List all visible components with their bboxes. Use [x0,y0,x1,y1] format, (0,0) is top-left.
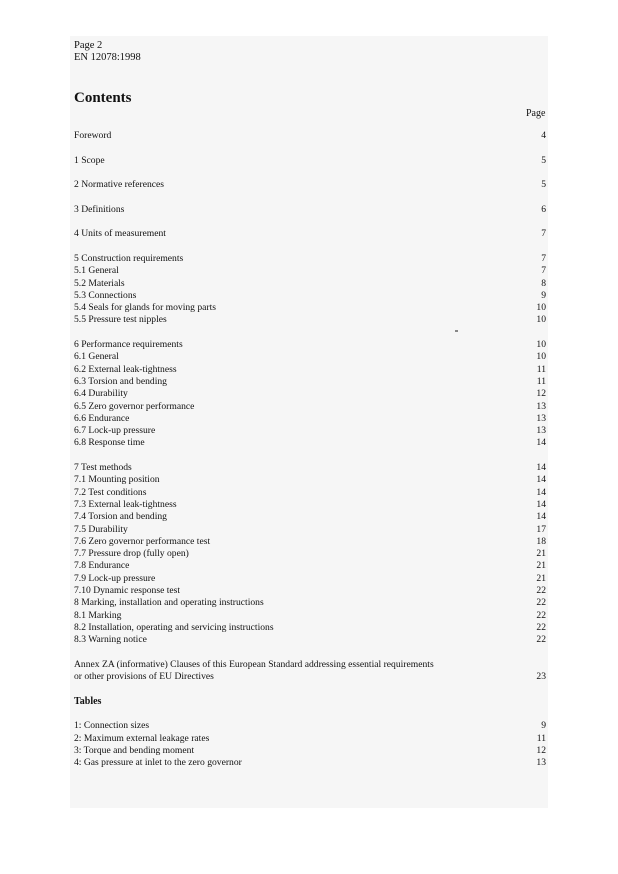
toc-entry[interactable]: 6.7 Lock-up pressure 13 [74,425,546,437]
standard-code: EN 12078:1998 [74,52,141,63]
toc-entry-annex[interactable]: Annex ZA (informative) Clauses of this European Standard addressing essential requirements or other provisions of EU Directives 23 [74,658,546,683]
page-title: Contents [74,90,132,106]
tables-heading: Tables [74,695,102,707]
toc-entry[interactable]: 5.2 Materials 8 [74,277,546,289]
toc-entry[interactable]: 8.3 Warning notice 22 [74,634,546,646]
page-header [74,40,141,64]
toc-entry[interactable]: 5.3 Connections 9 [74,289,546,301]
toc-entry[interactable]: 8 Marking, installation and operating instructions 22 [74,597,546,609]
toc-entry[interactable]: 6.1 General 10 [74,351,546,363]
toc-entry[interactable]: 6.6 Endurance 13 [74,412,546,424]
toc-entry[interactable]: 7.9 Lock-up pressure 21 [74,572,546,584]
table-entry[interactable]: 1: Connection sizes 9 [74,720,546,732]
toc-entry[interactable]: 5 Construction requirements 7 [74,252,546,264]
toc-entry[interactable]: 8.2 Installation, operating and servicing instructions 22 [74,621,546,633]
toc-entry[interactable]: 7.3 External leak-tightness 14 [74,498,546,510]
toc-entry[interactable]: 2 Normative references 5 [74,179,546,191]
toc-entry[interactable]: 6.4 Durability 12 [74,388,546,400]
toc-entry[interactable]: 7.8 Endurance 21 [74,560,546,572]
toc-entry[interactable]: 5.5 Pressure test nipples 10 [74,314,546,326]
table-entry[interactable]: 3: Torque and bending moment 12 [74,744,546,756]
page-number: Page 2 [74,40,103,51]
toc-entry[interactable]: 5.1 General 7 [74,265,546,277]
toc-entry[interactable]: 1 Scope 5 [74,154,546,166]
toc-entry[interactable]: 5.4 Seals for glands for moving parts 10 [74,302,546,314]
toc-entry[interactable]: 8.1 Marking 22 [74,609,546,621]
toc-entry[interactable]: 6.3 Torsion and bending 11 [74,375,546,387]
table-entry[interactable]: 2: Maximum external leakage rates 11 [74,732,546,744]
toc-entry[interactable]: 7.10 Dynamic response test 22 [74,584,546,596]
table-entry[interactable]: 4: Gas pressure at inlet to the zero governor 13 [74,757,546,769]
toc-entry[interactable]: 6.8 Response time 14 [74,437,546,449]
table-of-contents [74,130,546,769]
toc-entry[interactable]: 6.2 External leak-tightness 11 [74,363,546,375]
toc-entry[interactable]: 7.6 Zero governor performance test 18 [74,535,546,547]
toc-entry[interactable]: 7.5 Durability 17 [74,523,546,535]
toc-entry[interactable]: 7.7 Pressure drop (fully open) 21 [74,548,546,560]
toc-entry[interactable]: 6.5 Zero governor performance 13 [74,400,546,412]
page-column-label: Page [526,108,546,119]
toc-entry[interactable]: 4 Units of measurement 7 [74,228,546,240]
toc-entry[interactable]: 7 Test methods 14 [74,462,546,474]
toc-entry[interactable]: Foreword 4 [74,130,546,141]
toc-entry[interactable]: 3 Definitions 6 [74,203,546,215]
toc-entry[interactable]: 7.1 Mounting position 14 [74,474,546,486]
scan-speck [455,330,458,332]
toc-entry[interactable]: 7.2 Test conditions 14 [74,486,546,498]
toc-entry[interactable]: 7.4 Torsion and bending 14 [74,511,546,523]
toc-entry[interactable]: 6 Performance requirements 10 [74,339,546,351]
